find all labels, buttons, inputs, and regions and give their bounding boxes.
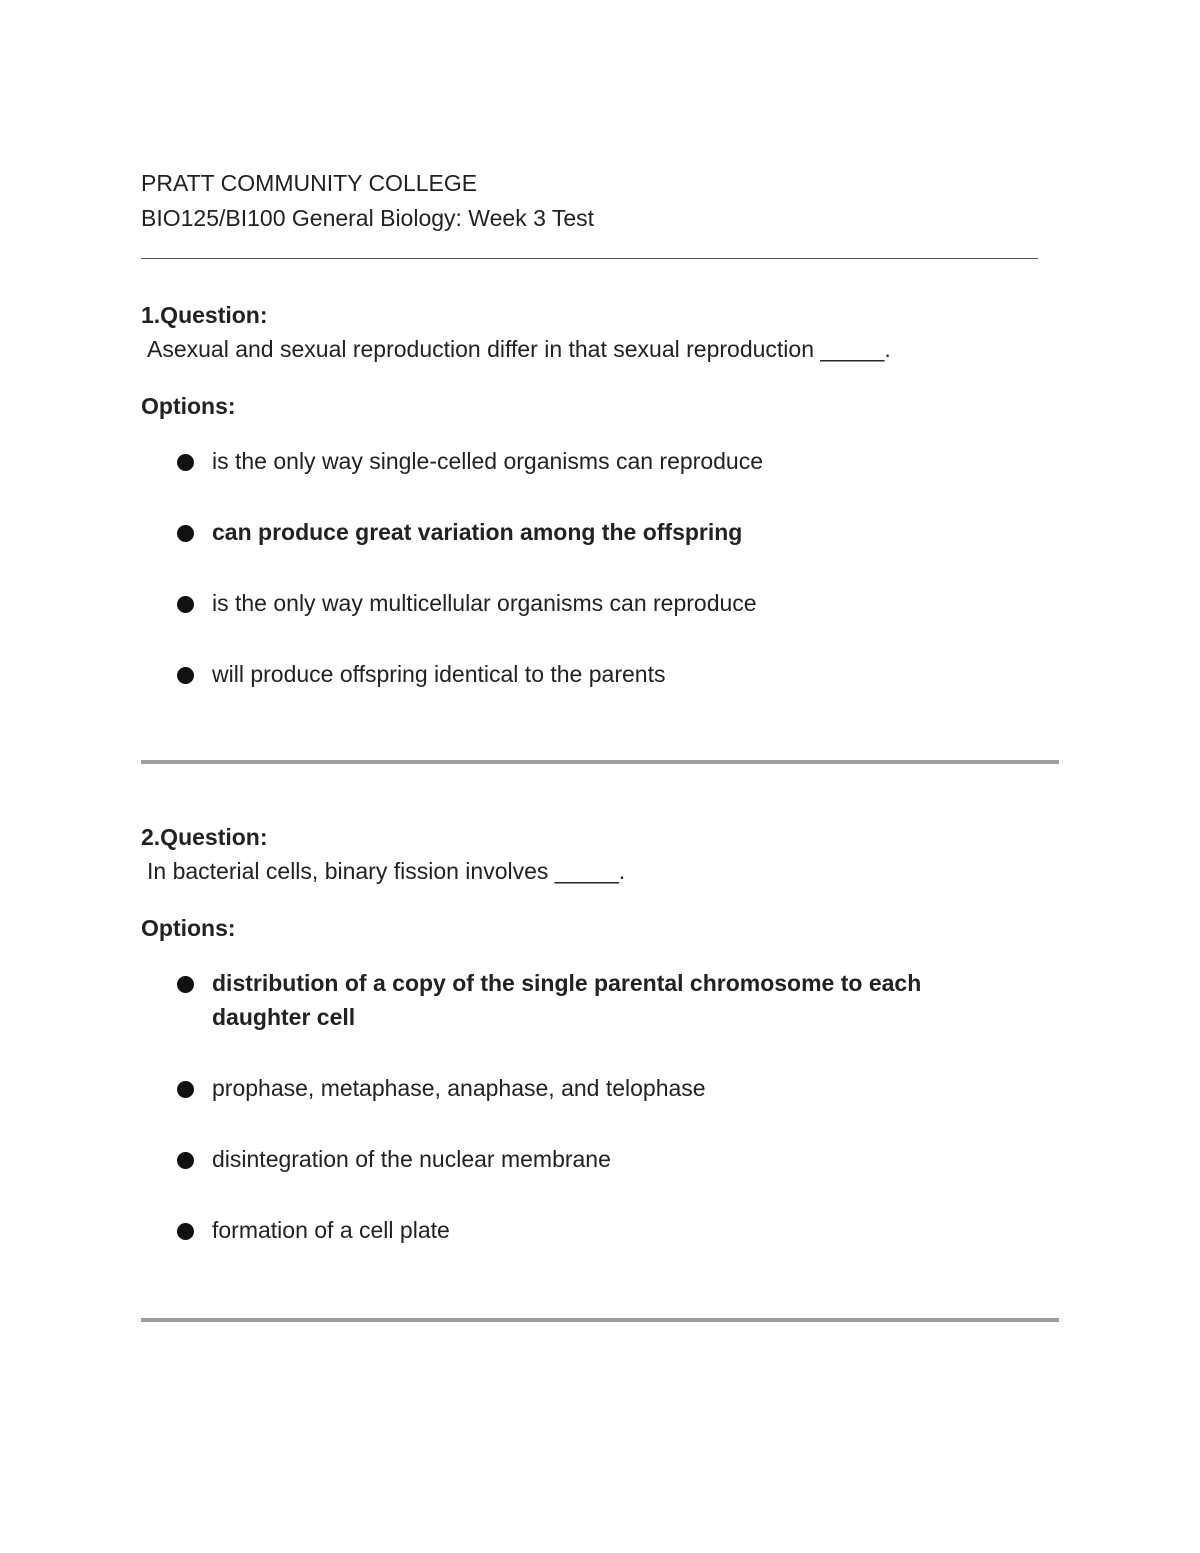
bullet-icon (177, 1152, 194, 1169)
question-text: In bacterial cells, binary fission involves _____. (147, 858, 626, 884)
options-label: Options: (141, 915, 236, 941)
question-number: 2.Question: (141, 824, 268, 850)
bullet-icon (177, 454, 194, 471)
options-label: Options: (141, 393, 236, 419)
option-text: is the only way single-celled organisms can reproduce (212, 448, 764, 474)
option-text: disintegration of the nuclear membrane (212, 1146, 611, 1172)
bullet-icon (177, 667, 194, 684)
question-text: Asexual and sexual reproduction differ in that sexual reproduction _____. (147, 336, 891, 362)
options-list (141, 966, 1061, 1247)
option-item (141, 444, 1061, 478)
header-underline (141, 258, 1038, 259)
bullet-icon (177, 525, 194, 542)
option-item-correct (141, 515, 1061, 549)
bullet-icon (177, 596, 194, 613)
option-item (141, 1142, 1061, 1176)
option-item (141, 586, 1061, 620)
options-list (141, 444, 1061, 691)
option-text: will produce offspring identical to the parents (212, 661, 666, 687)
option-text: distribution of a copy of the single parental chromosome to each daughter cell (212, 970, 922, 1030)
option-text: prophase, metaphase, anaphase, and telophase (212, 1075, 706, 1101)
option-text: formation of a cell plate (212, 1217, 450, 1243)
option-text: can produce great variation among the offspring (212, 519, 743, 545)
option-item (141, 1213, 1061, 1247)
option-item (141, 1071, 1061, 1105)
section-divider (141, 760, 1059, 764)
option-text: is the only way multicellular organisms can reproduce (212, 590, 757, 616)
bullet-icon (177, 976, 194, 993)
question-1 (141, 300, 1061, 691)
institution-name: PRATT COMMUNITY COLLEGE (141, 170, 478, 196)
question-number: 1.Question: (141, 302, 268, 328)
option-item (141, 657, 1061, 691)
question-2 (141, 822, 1061, 1247)
section-divider (141, 1318, 1059, 1322)
bullet-icon (177, 1081, 194, 1098)
option-item-correct (141, 966, 972, 1034)
bullet-icon (177, 1223, 194, 1240)
course-title: BIO125/BI100 General Biology: Week 3 Test (141, 205, 595, 231)
